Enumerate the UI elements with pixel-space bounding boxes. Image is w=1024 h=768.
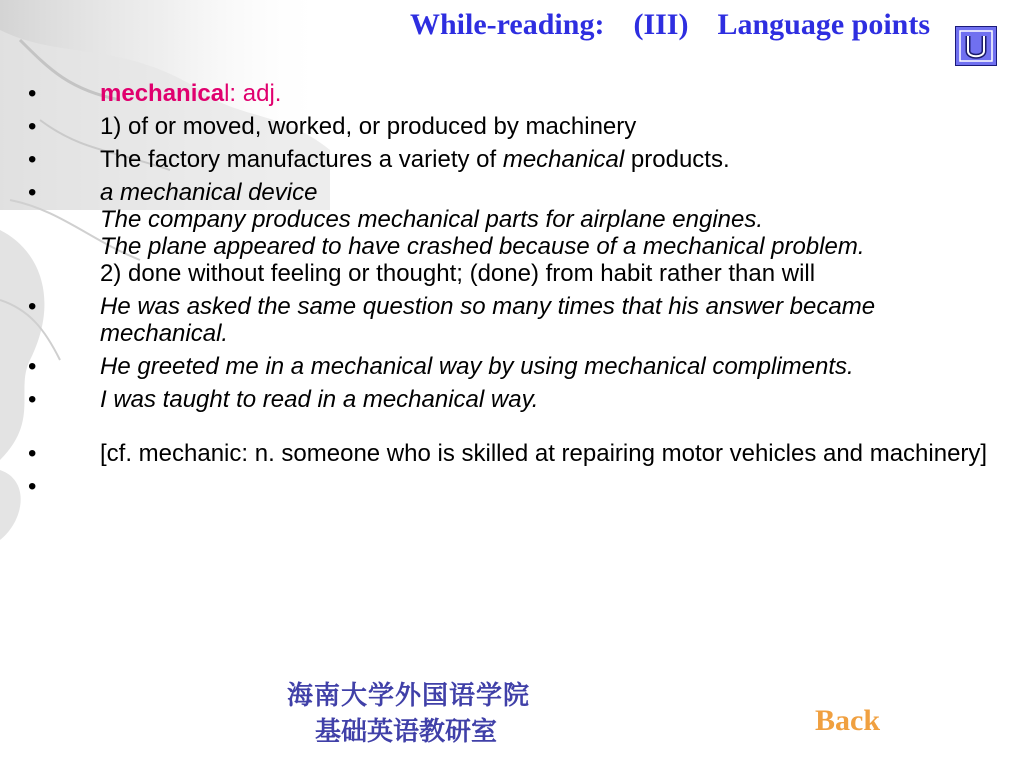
bullet: • xyxy=(28,353,37,380)
bullet: • xyxy=(28,113,37,140)
example-line-2: The company produces mechanical parts for airplane engines. xyxy=(100,206,764,233)
footer-line-2: 基础英语教研室 xyxy=(315,717,498,747)
cf-mechanic-text: [cf. mechanic: n. someone who is skilled at repairing motor vehicles and machinery] xyxy=(100,440,988,467)
list-item-empty xyxy=(28,473,988,500)
example-emphasis: mechanical xyxy=(502,146,625,173)
list-item-example-greeted xyxy=(28,353,988,380)
list-item-cf-mechanic xyxy=(28,440,988,467)
example-line-3: The plane appeared to have crashed because of a mechanical problem. xyxy=(100,233,865,260)
definition-2-text: 2) done without feeling or thought; (done) from habit rather than will xyxy=(100,260,816,287)
bullet: • xyxy=(28,80,37,107)
bullet: • xyxy=(28,473,37,500)
example-line-1: a mechanical device xyxy=(100,179,318,206)
title-part-3: Language points xyxy=(717,8,931,41)
list-item-definition-1 xyxy=(28,113,988,140)
bullet: • xyxy=(28,146,37,173)
keyword-term: mechanica xyxy=(100,80,225,107)
example-greeted-text: He greeted me in a mechanical way by using mechanical compliments. xyxy=(100,353,854,380)
bullet: • xyxy=(28,179,37,206)
list-item-example-factory xyxy=(28,146,988,173)
example-pre: The factory manufactures a variety of xyxy=(100,146,503,173)
home-u-icon xyxy=(956,27,996,65)
bullet-list xyxy=(28,80,988,506)
bullet: • xyxy=(28,440,37,467)
home-button[interactable] xyxy=(955,26,997,66)
department-footer xyxy=(287,678,530,750)
list-item-example-question xyxy=(28,293,988,347)
keyword-pos: l: adj. xyxy=(224,80,282,107)
bullet: • xyxy=(28,386,37,413)
list-item-examples-block xyxy=(28,179,988,287)
list-item-keyword xyxy=(28,80,988,107)
definition-1-text: 1) of or moved, worked, or produced by machinery xyxy=(100,113,637,140)
example-taught-text: I was taught to read in a mechanical way. xyxy=(100,386,539,413)
list-item-example-taught xyxy=(28,386,988,413)
title-part-1: While-reading: xyxy=(410,8,605,41)
footer-line-1: 海南大学外国语学院 xyxy=(287,681,531,711)
back-link[interactable]: Back xyxy=(815,704,881,737)
bullet: • xyxy=(28,293,37,320)
slide-title xyxy=(410,8,930,42)
example-post: products. xyxy=(624,146,730,173)
title-part-2: (III) xyxy=(633,8,689,41)
example-question-text: He was asked the same question so many times that his answer became mechanical. xyxy=(100,293,876,347)
